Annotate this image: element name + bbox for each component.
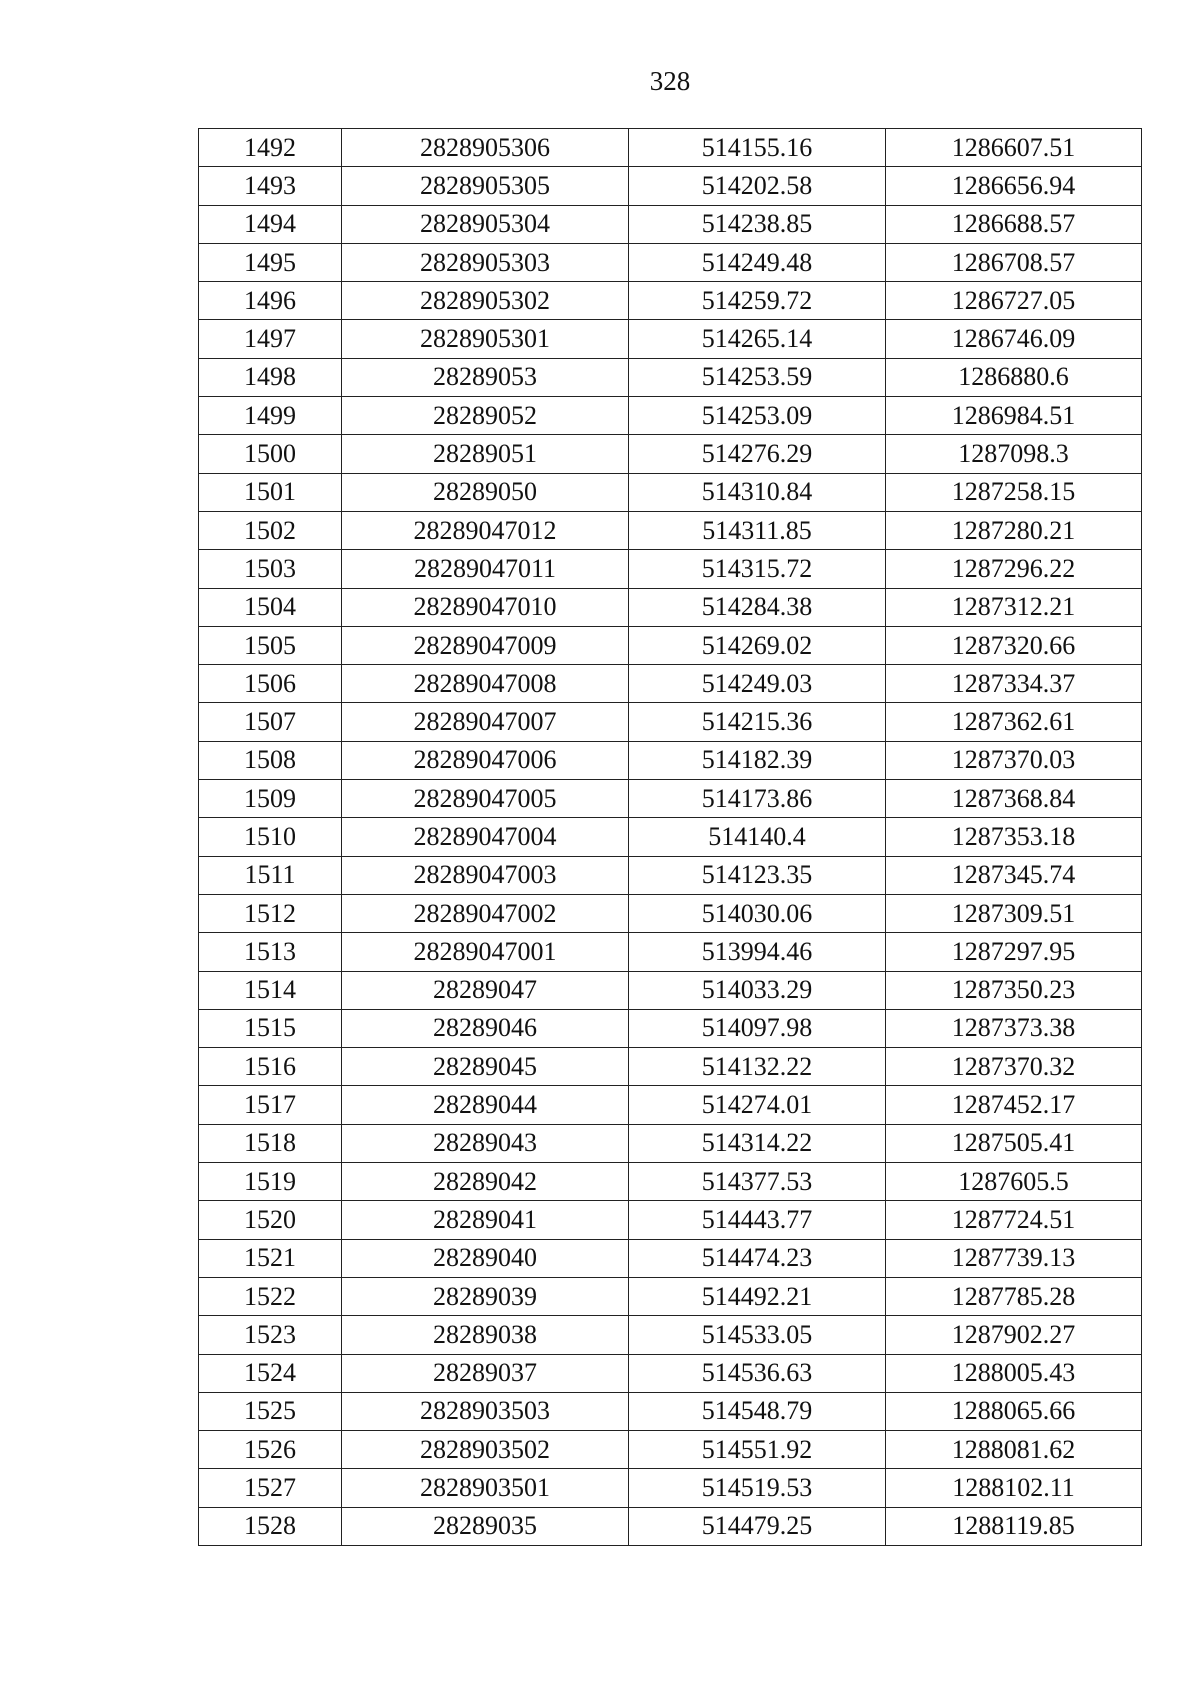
point-number-cell: 1498 bbox=[199, 358, 342, 396]
point-number-cell: 1512 bbox=[199, 894, 342, 932]
id-cell: 28289040 bbox=[342, 1239, 629, 1277]
point-number-cell: 1515 bbox=[199, 1009, 342, 1047]
point-number-cell: 1520 bbox=[199, 1201, 342, 1239]
id-cell: 2828903503 bbox=[342, 1392, 629, 1430]
y-coordinate-cell: 1287280.21 bbox=[886, 511, 1142, 549]
y-coordinate-cell: 1287785.28 bbox=[886, 1277, 1142, 1315]
x-coordinate-cell: 514097.98 bbox=[629, 1009, 886, 1047]
table-row bbox=[199, 550, 1142, 588]
id-cell: 28289047004 bbox=[342, 818, 629, 856]
y-coordinate-cell: 1287902.27 bbox=[886, 1316, 1142, 1354]
y-coordinate-cell: 1288119.85 bbox=[886, 1507, 1142, 1545]
x-coordinate-cell: 514132.22 bbox=[629, 1048, 886, 1086]
x-coordinate-cell: 514249.48 bbox=[629, 243, 886, 281]
table-row bbox=[199, 1431, 1142, 1469]
id-cell: 28289047009 bbox=[342, 626, 629, 664]
point-number-cell: 1524 bbox=[199, 1354, 342, 1392]
point-number-cell: 1525 bbox=[199, 1392, 342, 1430]
point-number-cell: 1513 bbox=[199, 933, 342, 971]
point-number-cell: 1499 bbox=[199, 397, 342, 435]
x-coordinate-cell: 514519.53 bbox=[629, 1469, 886, 1507]
y-coordinate-cell: 1287350.23 bbox=[886, 971, 1142, 1009]
id-cell: 2828905302 bbox=[342, 282, 629, 320]
point-number-cell: 1507 bbox=[199, 703, 342, 741]
y-coordinate-cell: 1286688.57 bbox=[886, 205, 1142, 243]
table-row bbox=[199, 588, 1142, 626]
id-cell: 28289051 bbox=[342, 435, 629, 473]
x-coordinate-cell: 513994.46 bbox=[629, 933, 886, 971]
id-cell: 2828905304 bbox=[342, 205, 629, 243]
y-coordinate-cell: 1287353.18 bbox=[886, 818, 1142, 856]
table-body bbox=[199, 129, 1142, 1546]
id-cell: 2828905301 bbox=[342, 320, 629, 358]
id-cell: 28289042 bbox=[342, 1163, 629, 1201]
y-coordinate-cell: 1287098.3 bbox=[886, 435, 1142, 473]
x-coordinate-cell: 514311.85 bbox=[629, 511, 886, 549]
id-cell: 28289041 bbox=[342, 1201, 629, 1239]
point-number-cell: 1493 bbox=[199, 167, 342, 205]
x-coordinate-cell: 514140.4 bbox=[629, 818, 886, 856]
point-number-cell: 1504 bbox=[199, 588, 342, 626]
point-number-cell: 1496 bbox=[199, 282, 342, 320]
table-row bbox=[199, 397, 1142, 435]
x-coordinate-cell: 514551.92 bbox=[629, 1431, 886, 1469]
table-row bbox=[199, 1201, 1142, 1239]
id-cell: 28289047005 bbox=[342, 780, 629, 818]
x-coordinate-cell: 514443.77 bbox=[629, 1201, 886, 1239]
id-cell: 28289037 bbox=[342, 1354, 629, 1392]
id-cell: 28289050 bbox=[342, 473, 629, 511]
coordinates-table-container bbox=[198, 128, 1141, 1546]
x-coordinate-cell: 514123.35 bbox=[629, 856, 886, 894]
y-coordinate-cell: 1287739.13 bbox=[886, 1239, 1142, 1277]
table-row bbox=[199, 933, 1142, 971]
table-row bbox=[199, 320, 1142, 358]
id-cell: 28289047011 bbox=[342, 550, 629, 588]
table-row bbox=[199, 703, 1142, 741]
point-number-cell: 1526 bbox=[199, 1431, 342, 1469]
x-coordinate-cell: 514548.79 bbox=[629, 1392, 886, 1430]
x-coordinate-cell: 514310.84 bbox=[629, 473, 886, 511]
table-row bbox=[199, 1354, 1142, 1392]
id-cell: 28289047 bbox=[342, 971, 629, 1009]
y-coordinate-cell: 1286984.51 bbox=[886, 397, 1142, 435]
y-coordinate-cell: 1287362.61 bbox=[886, 703, 1142, 741]
y-coordinate-cell: 1286727.05 bbox=[886, 282, 1142, 320]
table-row bbox=[199, 358, 1142, 396]
x-coordinate-cell: 514284.38 bbox=[629, 588, 886, 626]
y-coordinate-cell: 1286746.09 bbox=[886, 320, 1142, 358]
point-number-cell: 1494 bbox=[199, 205, 342, 243]
table-row bbox=[199, 1507, 1142, 1545]
table-row bbox=[199, 665, 1142, 703]
y-coordinate-cell: 1287452.17 bbox=[886, 1086, 1142, 1124]
x-coordinate-cell: 514202.58 bbox=[629, 167, 886, 205]
y-coordinate-cell: 1287724.51 bbox=[886, 1201, 1142, 1239]
x-coordinate-cell: 514253.09 bbox=[629, 397, 886, 435]
y-coordinate-cell: 1287373.38 bbox=[886, 1009, 1142, 1047]
x-coordinate-cell: 514173.86 bbox=[629, 780, 886, 818]
point-number-cell: 1514 bbox=[199, 971, 342, 1009]
id-cell: 28289047010 bbox=[342, 588, 629, 626]
point-number-cell: 1522 bbox=[199, 1277, 342, 1315]
table-row bbox=[199, 435, 1142, 473]
y-coordinate-cell: 1287258.15 bbox=[886, 473, 1142, 511]
y-coordinate-cell: 1287334.37 bbox=[886, 665, 1142, 703]
id-cell: 28289047008 bbox=[342, 665, 629, 703]
point-number-cell: 1505 bbox=[199, 626, 342, 664]
point-number-cell: 1501 bbox=[199, 473, 342, 511]
point-number-cell: 1510 bbox=[199, 818, 342, 856]
coordinates-table bbox=[198, 128, 1142, 1546]
page-number: 328 bbox=[649, 66, 691, 96]
id-cell: 28289047006 bbox=[342, 741, 629, 779]
table-row bbox=[199, 856, 1142, 894]
id-cell: 28289046 bbox=[342, 1009, 629, 1047]
id-cell: 2828903502 bbox=[342, 1431, 629, 1469]
x-coordinate-cell: 514314.22 bbox=[629, 1124, 886, 1162]
id-cell: 28289047012 bbox=[342, 511, 629, 549]
point-number-cell: 1517 bbox=[199, 1086, 342, 1124]
x-coordinate-cell: 514265.14 bbox=[629, 320, 886, 358]
x-coordinate-cell: 514155.16 bbox=[629, 129, 886, 167]
table-row bbox=[199, 129, 1142, 167]
y-coordinate-cell: 1287605.5 bbox=[886, 1163, 1142, 1201]
x-coordinate-cell: 514474.23 bbox=[629, 1239, 886, 1277]
y-coordinate-cell: 1288102.11 bbox=[886, 1469, 1142, 1507]
y-coordinate-cell: 1286656.94 bbox=[886, 167, 1142, 205]
point-number-cell: 1523 bbox=[199, 1316, 342, 1354]
table-row bbox=[199, 741, 1142, 779]
x-coordinate-cell: 514249.03 bbox=[629, 665, 886, 703]
x-coordinate-cell: 514259.72 bbox=[629, 282, 886, 320]
id-cell: 28289047001 bbox=[342, 933, 629, 971]
point-number-cell: 1519 bbox=[199, 1163, 342, 1201]
x-coordinate-cell: 514492.21 bbox=[629, 1277, 886, 1315]
table-row bbox=[199, 818, 1142, 856]
table-row bbox=[199, 511, 1142, 549]
table-row bbox=[199, 1392, 1142, 1430]
point-number-cell: 1492 bbox=[199, 129, 342, 167]
table-row bbox=[199, 167, 1142, 205]
x-coordinate-cell: 514033.29 bbox=[629, 971, 886, 1009]
table-row bbox=[199, 282, 1142, 320]
point-number-cell: 1497 bbox=[199, 320, 342, 358]
y-coordinate-cell: 1287370.32 bbox=[886, 1048, 1142, 1086]
id-cell: 28289043 bbox=[342, 1124, 629, 1162]
table-row bbox=[199, 894, 1142, 932]
point-number-cell: 1506 bbox=[199, 665, 342, 703]
x-coordinate-cell: 514533.05 bbox=[629, 1316, 886, 1354]
x-coordinate-cell: 514253.59 bbox=[629, 358, 886, 396]
point-number-cell: 1521 bbox=[199, 1239, 342, 1277]
x-coordinate-cell: 514536.63 bbox=[629, 1354, 886, 1392]
x-coordinate-cell: 514238.85 bbox=[629, 205, 886, 243]
id-cell: 28289052 bbox=[342, 397, 629, 435]
id-cell: 28289044 bbox=[342, 1086, 629, 1124]
x-coordinate-cell: 514377.53 bbox=[629, 1163, 886, 1201]
id-cell: 28289038 bbox=[342, 1316, 629, 1354]
x-coordinate-cell: 514030.06 bbox=[629, 894, 886, 932]
x-coordinate-cell: 514182.39 bbox=[629, 741, 886, 779]
table-row bbox=[199, 626, 1142, 664]
point-number-cell: 1528 bbox=[199, 1507, 342, 1545]
y-coordinate-cell: 1287368.84 bbox=[886, 780, 1142, 818]
table-row bbox=[199, 473, 1142, 511]
x-coordinate-cell: 514215.36 bbox=[629, 703, 886, 741]
id-cell: 28289047007 bbox=[342, 703, 629, 741]
point-number-cell: 1518 bbox=[199, 1124, 342, 1162]
id-cell: 2828903501 bbox=[342, 1469, 629, 1507]
y-coordinate-cell: 1288005.43 bbox=[886, 1354, 1142, 1392]
y-coordinate-cell: 1287296.22 bbox=[886, 550, 1142, 588]
y-coordinate-cell: 1286607.51 bbox=[886, 129, 1142, 167]
id-cell: 28289053 bbox=[342, 358, 629, 396]
y-coordinate-cell: 1287309.51 bbox=[886, 894, 1142, 932]
table-row bbox=[199, 1124, 1142, 1162]
table-row bbox=[199, 1469, 1142, 1507]
id-cell: 28289039 bbox=[342, 1277, 629, 1315]
y-coordinate-cell: 1287505.41 bbox=[886, 1124, 1142, 1162]
x-coordinate-cell: 514315.72 bbox=[629, 550, 886, 588]
x-coordinate-cell: 514274.01 bbox=[629, 1086, 886, 1124]
table-row bbox=[199, 205, 1142, 243]
id-cell: 28289047002 bbox=[342, 894, 629, 932]
y-coordinate-cell: 1287297.95 bbox=[886, 933, 1142, 971]
table-row bbox=[199, 1086, 1142, 1124]
point-number-cell: 1502 bbox=[199, 511, 342, 549]
y-coordinate-cell: 1286708.57 bbox=[886, 243, 1142, 281]
id-cell: 28289045 bbox=[342, 1048, 629, 1086]
point-number-cell: 1509 bbox=[199, 780, 342, 818]
id-cell: 2828905303 bbox=[342, 243, 629, 281]
table-row bbox=[199, 1009, 1142, 1047]
table-row bbox=[199, 243, 1142, 281]
point-number-cell: 1500 bbox=[199, 435, 342, 473]
y-coordinate-cell: 1287312.21 bbox=[886, 588, 1142, 626]
table-row bbox=[199, 1316, 1142, 1354]
id-cell: 2828905306 bbox=[342, 129, 629, 167]
table-row bbox=[199, 1239, 1142, 1277]
point-number-cell: 1503 bbox=[199, 550, 342, 588]
id-cell: 28289035 bbox=[342, 1507, 629, 1545]
x-coordinate-cell: 514269.02 bbox=[629, 626, 886, 664]
y-coordinate-cell: 1288081.62 bbox=[886, 1431, 1142, 1469]
point-number-cell: 1508 bbox=[199, 741, 342, 779]
point-number-cell: 1527 bbox=[199, 1469, 342, 1507]
y-coordinate-cell: 1288065.66 bbox=[886, 1392, 1142, 1430]
point-number-cell: 1495 bbox=[199, 243, 342, 281]
id-cell: 28289047003 bbox=[342, 856, 629, 894]
id-cell: 2828905305 bbox=[342, 167, 629, 205]
table-row bbox=[199, 780, 1142, 818]
x-coordinate-cell: 514276.29 bbox=[629, 435, 886, 473]
point-number-cell: 1511 bbox=[199, 856, 342, 894]
y-coordinate-cell: 1286880.6 bbox=[886, 358, 1142, 396]
table-row bbox=[199, 971, 1142, 1009]
y-coordinate-cell: 1287370.03 bbox=[886, 741, 1142, 779]
table-row bbox=[199, 1048, 1142, 1086]
point-number-cell: 1516 bbox=[199, 1048, 342, 1086]
y-coordinate-cell: 1287320.66 bbox=[886, 626, 1142, 664]
table-row bbox=[199, 1163, 1142, 1201]
table-row bbox=[199, 1277, 1142, 1315]
y-coordinate-cell: 1287345.74 bbox=[886, 856, 1142, 894]
x-coordinate-cell: 514479.25 bbox=[629, 1507, 886, 1545]
